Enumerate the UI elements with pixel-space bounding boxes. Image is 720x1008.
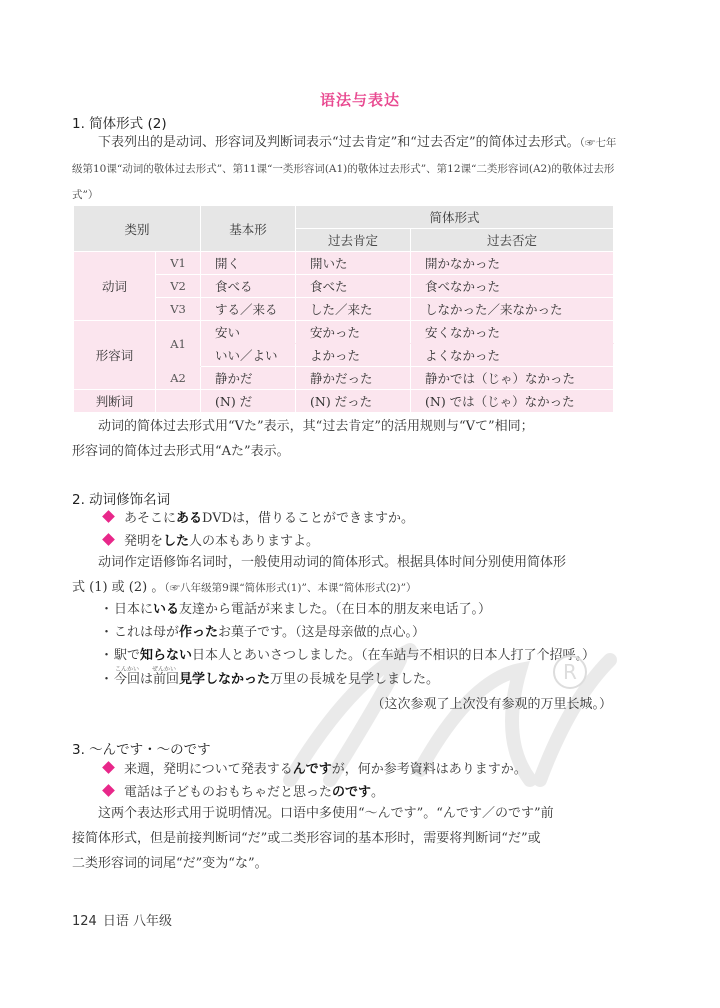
example-sentence: ・駅で知らない日本人とあいさつしました。（在车站与不相识的日本人打了个招呼。） [100, 648, 596, 663]
example-bullet [104, 759, 527, 781]
registered-mark-icon: R [553, 655, 587, 689]
past-positive-cell: よかった [296, 344, 411, 367]
intro-reference: （☞七年级第10课“动词的敬体过去形式”、第11课“一类形容词(A1)的敬体过去形式”、第12课“二类形容词(A2)的敬体过去形式”） [72, 137, 617, 201]
bullet-text: 発明を [124, 534, 164, 549]
plain-past-form-table [73, 205, 614, 413]
example-text: 日本人とあいさつしました。 [192, 648, 362, 663]
para-line: 二类形容词的词尾“だ”变为“な”。 [72, 856, 268, 871]
diamond-bullet-icon [102, 510, 115, 523]
example-emphasis: 知らない [140, 648, 193, 663]
past-negative-cell: 安くなかった [411, 321, 614, 344]
past-positive-cell: 安かった [296, 321, 411, 344]
example-translation: （在车站与不相识的日本人打了个招呼。） [361, 648, 596, 663]
symbol-cell: A1 [156, 321, 201, 367]
bullet-text: DVDは，借りることができますか。 [202, 511, 415, 526]
intro-text: 下表列出的是动词、形容词及判断词表示“过去肯定”和“过去否定”的简体过去形式。 [98, 135, 580, 150]
ruby-konkai: こんかい [115, 666, 140, 673]
example-emphasis: 見学しなかった [179, 672, 271, 687]
header-category: 类别 [74, 206, 201, 252]
header-past-positive: 过去肯定 [296, 229, 411, 252]
example-emphasis: いる [153, 602, 180, 617]
example-translation: （在日本的朋友来电话了。） [335, 602, 492, 617]
symbol-cell [156, 390, 201, 413]
bullet-text: あそこに [124, 511, 177, 526]
example-text: 今回は前回 [114, 672, 180, 687]
example-text: 日本に [114, 602, 154, 617]
past-positive-cell: した／来た [296, 298, 411, 321]
example-translation: （这次参观了上次没有参观的万里长城。） [371, 697, 612, 712]
para-line: 这两个表达形式用于说明情况。口语中多使用“～んです”。“んです／のです”前 [98, 806, 554, 821]
example-sentence: ・日本にいる友達から電話が来ました。（在日本的朋友来电话了。） [100, 602, 492, 617]
past-negative-cell: しなかった／来なかった [411, 298, 614, 321]
note-line: 形容词的简体过去形式用“Aた”表示。 [72, 444, 290, 459]
table-row [74, 321, 614, 344]
header-plain-form: 简体形式 [296, 206, 614, 229]
base-cell: 開く [201, 252, 296, 275]
base-cell: いい／よい [201, 344, 296, 367]
past-negative-cell: よくなかった [411, 344, 614, 367]
example-emphasis: 作った [179, 625, 219, 640]
past-negative-cell: 静かでは（じゃ）なかった [411, 367, 614, 390]
base-cell: (N) だ [201, 390, 296, 413]
heading-ndesu-nodesu: 3. ～んです・～のです [72, 742, 211, 758]
example-text: 駅で [114, 648, 141, 663]
heading-verb-modifier: 2. 动词修饰名词 [72, 492, 171, 508]
past-negative-cell: 開かなかった [411, 252, 614, 275]
note-paragraph [72, 414, 620, 464]
header-base-form: 基本形 [201, 206, 296, 252]
page-footer [72, 910, 172, 929]
ndesu-paragraph [72, 801, 620, 876]
base-cell: 食べる [201, 275, 296, 298]
bullet-text: 来週，発明について発表する [124, 762, 293, 777]
diamond-bullet-icon [102, 784, 115, 797]
heading-plain-form: 1. 简体形式 (2) [72, 116, 167, 132]
example-translation: （这是母亲做的点心。） [295, 625, 426, 640]
diamond-bullet-icon [102, 761, 115, 774]
example-text: これは母が [114, 625, 180, 640]
past-negative-cell: (N) では（じゃ）なかった [411, 390, 614, 413]
category-cell: 动词 [74, 252, 156, 321]
bullet-emphasis: のです [332, 785, 372, 800]
symbol-cell: V3 [156, 298, 201, 321]
book-title: 日语 八年级 [102, 914, 172, 929]
example-text: お菓子です。 [218, 625, 295, 640]
category-cell: 形容词 [74, 321, 156, 390]
para-line: 式 (1) 或 (2) 。 [72, 580, 165, 595]
symbol-cell: A2 [156, 367, 201, 390]
past-positive-cell: 開いた [296, 252, 411, 275]
past-positive-cell: (N) だった [296, 390, 411, 413]
intro-paragraph [72, 130, 620, 208]
bullet-text: 人の本もありますよ。 [189, 534, 320, 549]
note-line: 动词的简体过去形式用“Vた”表示，其“过去肯定”的活用规则与“Vて”相同； [98, 419, 534, 434]
bullet-text: 電話は子どものおもちゃだと思った [124, 785, 333, 800]
para-line: 动词作定语修饰名词时，一般使用动词的简体形式。根据具体时间分别使用简体形 [98, 555, 567, 570]
category-cell: 判断词 [74, 390, 156, 413]
section-title: 语法与表达 [319, 91, 400, 109]
example-sentence: ・これは母が作ったお菓子です。（这是母亲做的点心。） [100, 625, 426, 640]
page-number: 124 [72, 914, 97, 929]
past-positive-cell: 食べた [296, 275, 411, 298]
ruby-zenkai: ぜんかい [152, 666, 177, 673]
past-positive-cell: 静かだった [296, 367, 411, 390]
example-bullet [104, 508, 414, 530]
table-row [74, 390, 614, 413]
diamond-bullet-icon [102, 533, 115, 546]
para-line: 接简体形式，但是前接判断词“だ”或二类形容词的基本形时，需要将判断词“だ”或 [72, 831, 541, 846]
base-cell: 安い [201, 321, 296, 344]
symbol-cell: V1 [156, 252, 201, 275]
bullet-text: 。 [371, 785, 385, 800]
bullet-text: が，何か参考資料はありますか。 [331, 762, 527, 777]
base-cell: 静かだ [201, 367, 296, 390]
example-text: 友達から電話が来ました。 [179, 602, 336, 617]
para-reference: （☞八年级第9课“简体形式(1)”、本课“简体形式(2)”） [164, 582, 417, 594]
example-text: 万里の長城を見学しました。 [270, 672, 440, 687]
bullet-emphasis: した [163, 534, 190, 549]
past-negative-cell: 食べなかった [411, 275, 614, 298]
bullet-emphasis: ある [176, 511, 203, 526]
example-sentence: ・今回は前回見学しなかった万里の長城を見学しました。 [100, 672, 440, 687]
header-past-negative: 过去否定 [411, 229, 614, 252]
verb-modifier-paragraph [72, 550, 620, 601]
table-row [74, 252, 614, 275]
base-cell: する／来る [201, 298, 296, 321]
bullet-emphasis: んです [292, 762, 332, 777]
symbol-cell: V2 [156, 275, 201, 298]
